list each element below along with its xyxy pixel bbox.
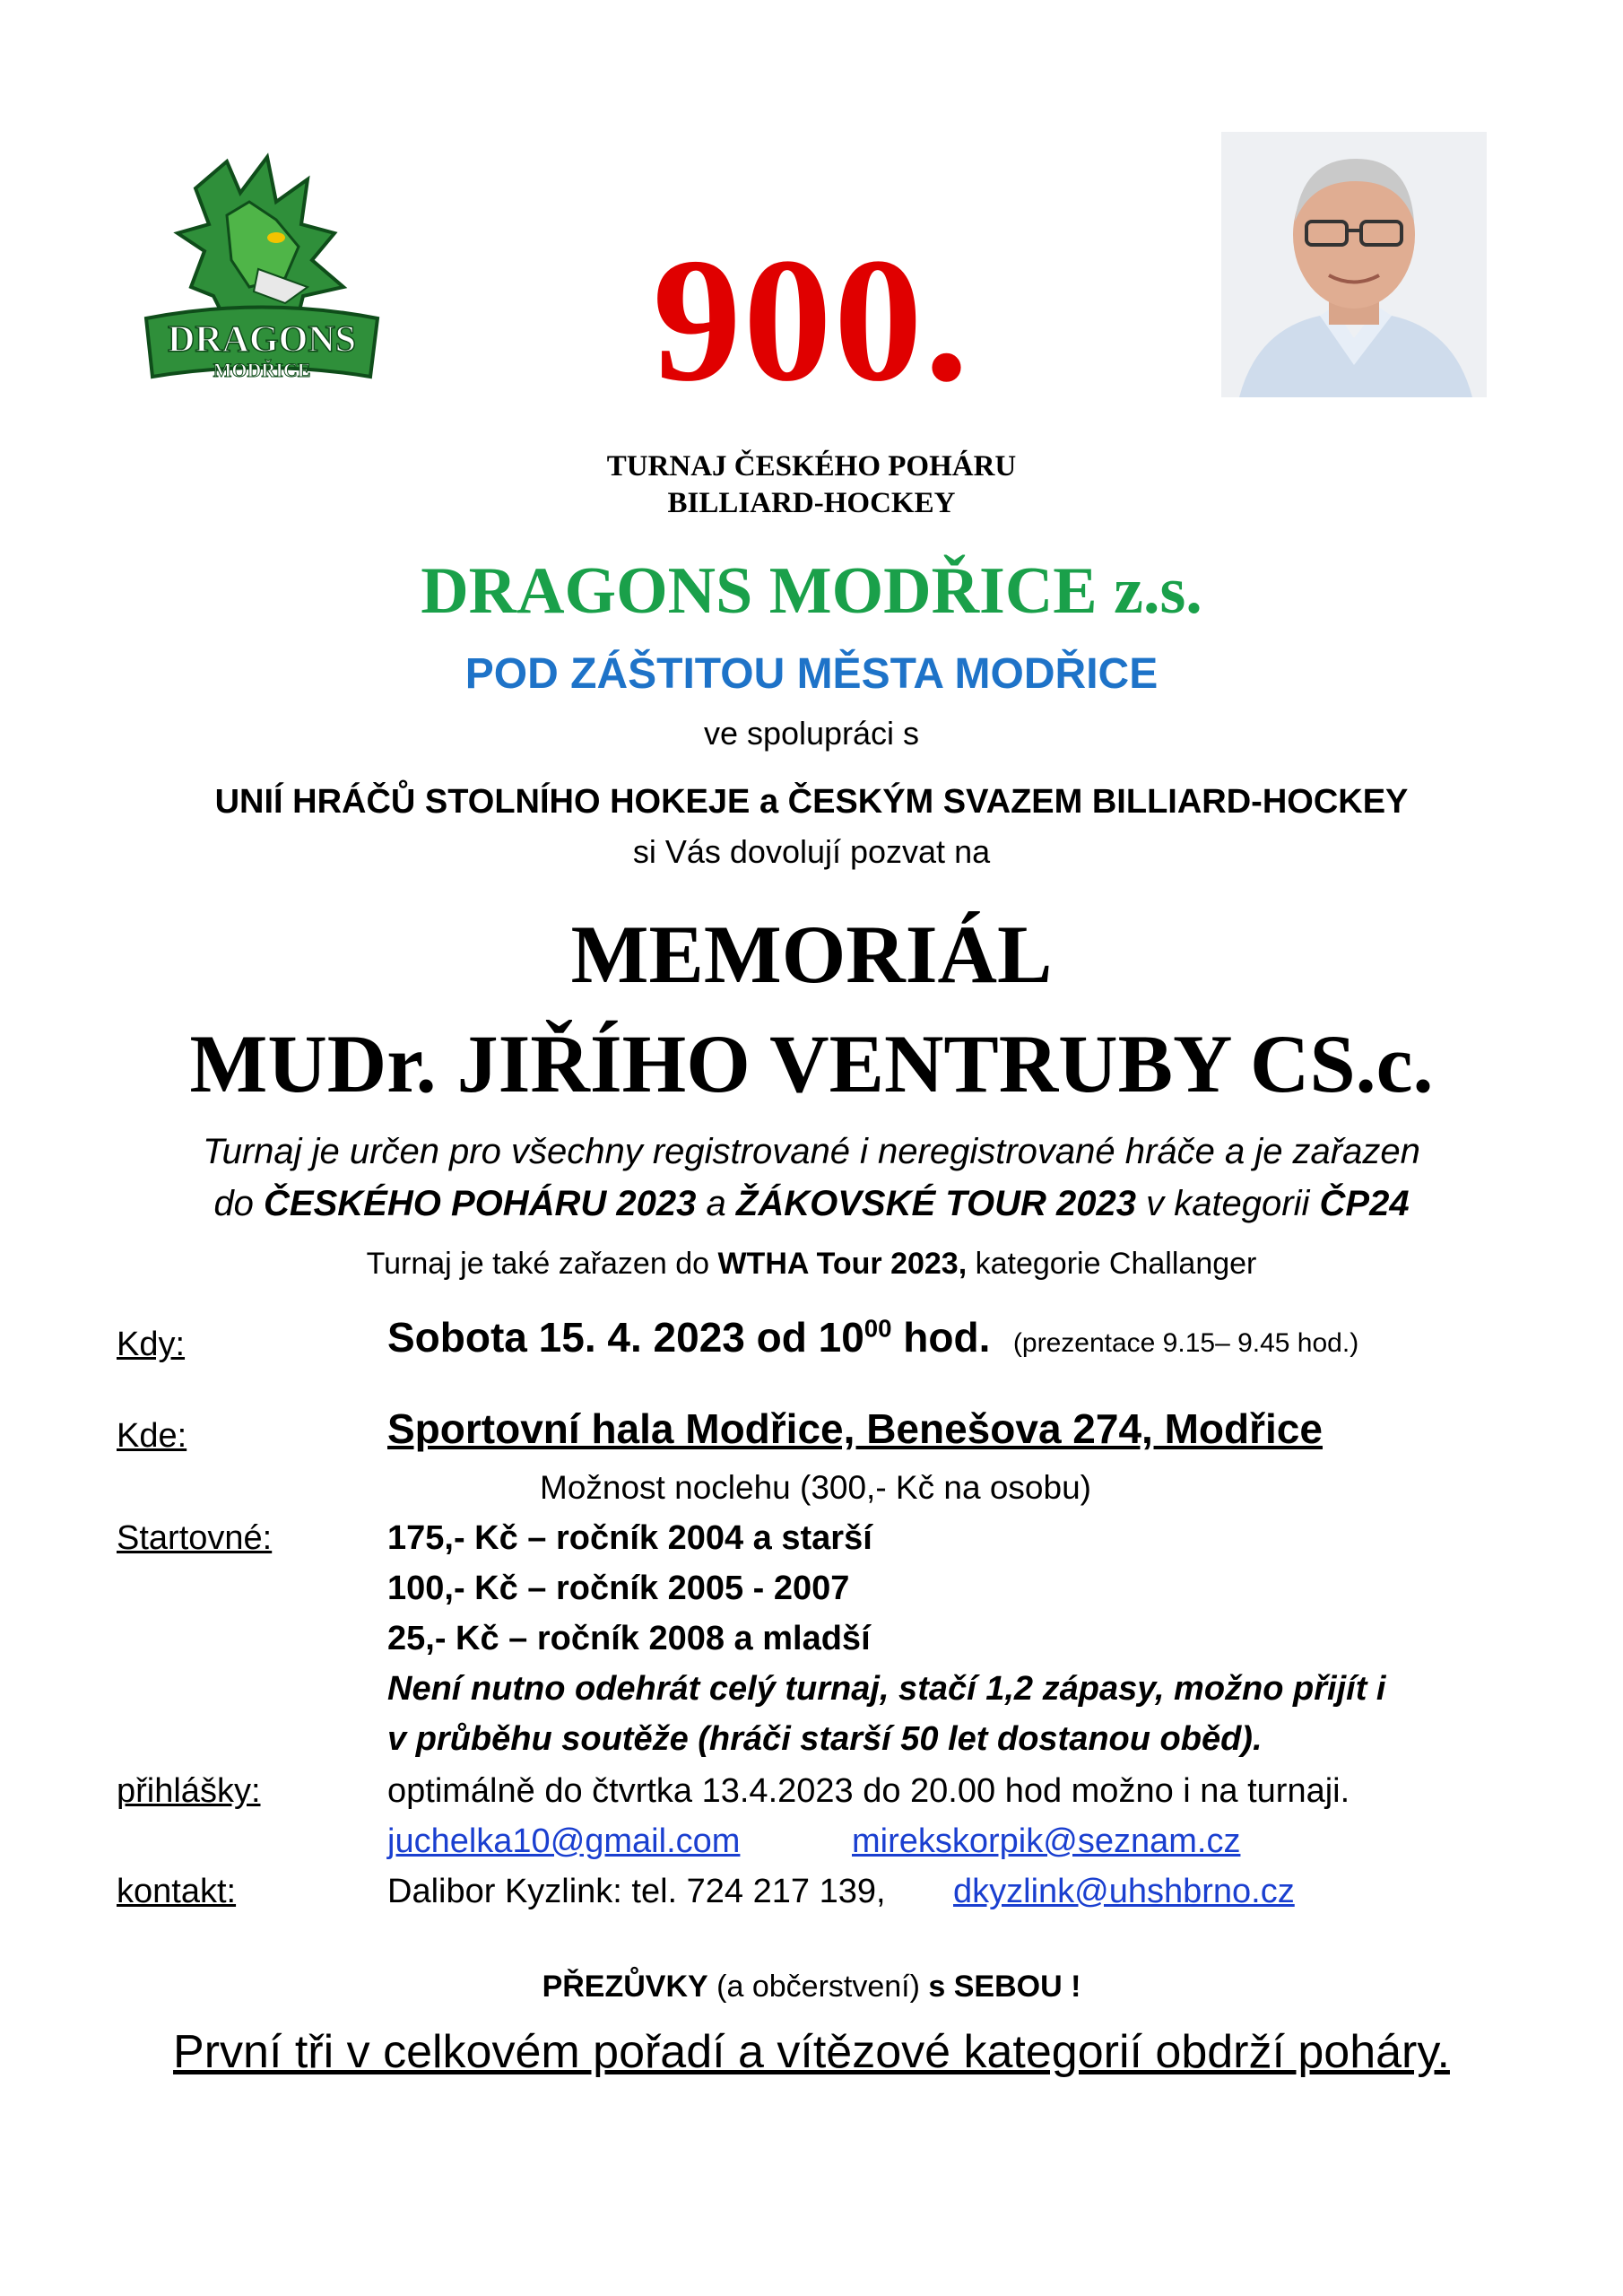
accommodation-note: Možnost noclehu (300,- Kč na osobu) bbox=[540, 1469, 1091, 1506]
wtha-tour: WTHA Tour 2023, bbox=[717, 1247, 968, 1281]
registration-label: přihlášky: bbox=[117, 1772, 261, 1810]
patronage-text: POD ZÁŠTITOU MĚSTA MODŘICE bbox=[464, 650, 1159, 698]
where-value: Sportovní hala Modřice, Benešova 274, Modřice bbox=[387, 1405, 1323, 1452]
tournament-title-line1: TURNAJ ČESKÉHO POHÁRU bbox=[606, 450, 1017, 483]
invite-text: si Vás dovolují pozvat na bbox=[632, 833, 991, 870]
shoes-bold: PŘEZŮVKY bbox=[542, 1970, 708, 2004]
desc-cup: ČESKÉHO POHÁRU 2023 bbox=[264, 1184, 697, 1223]
email-link[interactable]: juchelka10@gmail.com bbox=[387, 1822, 741, 1860]
email-link[interactable]: dkyzlink@uhshbrno.cz bbox=[953, 1873, 1295, 1910]
logo-text-top: DRAGONS bbox=[167, 319, 357, 361]
fee-label: Startovné: bbox=[117, 1519, 273, 1557]
tournament-title-line2: BILLIARD-HOCKEY bbox=[667, 487, 956, 520]
cooperation-text: ve spolupráci s bbox=[703, 715, 920, 752]
description-line1: Turnaj je určen pro všechny registrované i neregistrované hráče a je zařazen bbox=[203, 1132, 1420, 1171]
tournament-number: 900. bbox=[652, 222, 971, 418]
unions-text: UNIÍ HRÁČŮ STOLNÍHO HOKEJE a ČESKÝM SVAZEM BILLIARD-HOCKEY bbox=[214, 783, 1409, 821]
contact-label: kontakt: bbox=[117, 1873, 237, 1910]
wtha-text: kategorie Challanger bbox=[967, 1247, 1257, 1281]
email-link[interactable]: mirekskorpik@seznam.cz bbox=[852, 1822, 1241, 1860]
prizes-note: První tři v celkovém pořadí a vítězové kategorií obdrží poháry. bbox=[173, 2026, 1450, 2078]
attendance-note-line1: Není nutno odehrát celý turnaj, stačí 1,2 zápasy, možno přijít i bbox=[387, 1670, 1386, 1708]
contact-value: Dalibor Kyzlink: tel. 724 217 139, bbox=[387, 1873, 886, 1910]
desc-tour: ŽÁKOVSKÉ TOUR 2023 bbox=[735, 1184, 1136, 1223]
attendance-note-line2: v průběhu soutěže (hráči starší 50 let dostanou oběd). bbox=[387, 1720, 1263, 1758]
desc-text: v kategorii bbox=[1135, 1184, 1320, 1223]
when-date: Sobota 15. 4. 2023 od 10 bbox=[387, 1314, 864, 1361]
when-minutes: 00 bbox=[864, 1314, 892, 1343]
tournament-title bbox=[0, 448, 1623, 523]
desc-text: a bbox=[696, 1184, 736, 1223]
fee-item: 175,- Kč – ročník 2004 a starší bbox=[387, 1519, 872, 1557]
registration-time-note: (prezentace 9.15– 9.45 hod.) bbox=[1012, 1328, 1359, 1358]
when-value bbox=[387, 1314, 1359, 1361]
logo-text-bottom: MODŘICE bbox=[213, 359, 311, 381]
memorial-title-line2: MUDr. JIŘÍHO VENTRUBY CS.c. bbox=[189, 1018, 1434, 1109]
club-name: DRAGONS MODŘICE z.s. bbox=[421, 554, 1202, 628]
description-line2 bbox=[0, 1178, 1623, 1230]
description bbox=[0, 1126, 1623, 1230]
wtha-text: Turnaj je také zařazen do bbox=[366, 1247, 718, 1281]
when-label: Kdy: bbox=[117, 1326, 186, 1363]
when-unit: hod. bbox=[891, 1314, 991, 1361]
where-label: Kde: bbox=[117, 1417, 187, 1455]
shoes-bold: s SEBOU ! bbox=[928, 1970, 1081, 2004]
desc-text: do bbox=[213, 1184, 265, 1223]
fee-item: 100,- Kč – ročník 2005 - 2007 bbox=[387, 1570, 850, 1607]
wtha-note bbox=[0, 1248, 1623, 1279]
shoes-text: (a občerstvení) bbox=[707, 1970, 929, 2004]
fee-item: 25,- Kč – ročník 2008 a mladší bbox=[387, 1620, 871, 1657]
registration-value: optimálně do čtvrtka 13.4.2023 do 20.00 hod možno i na turnaji. bbox=[387, 1772, 1350, 1810]
memorial-title-line1: MEMORIÁL bbox=[570, 909, 1053, 1000]
desc-category: ČP24 bbox=[1319, 1184, 1410, 1223]
bring-shoes-note bbox=[0, 1971, 1623, 2002]
